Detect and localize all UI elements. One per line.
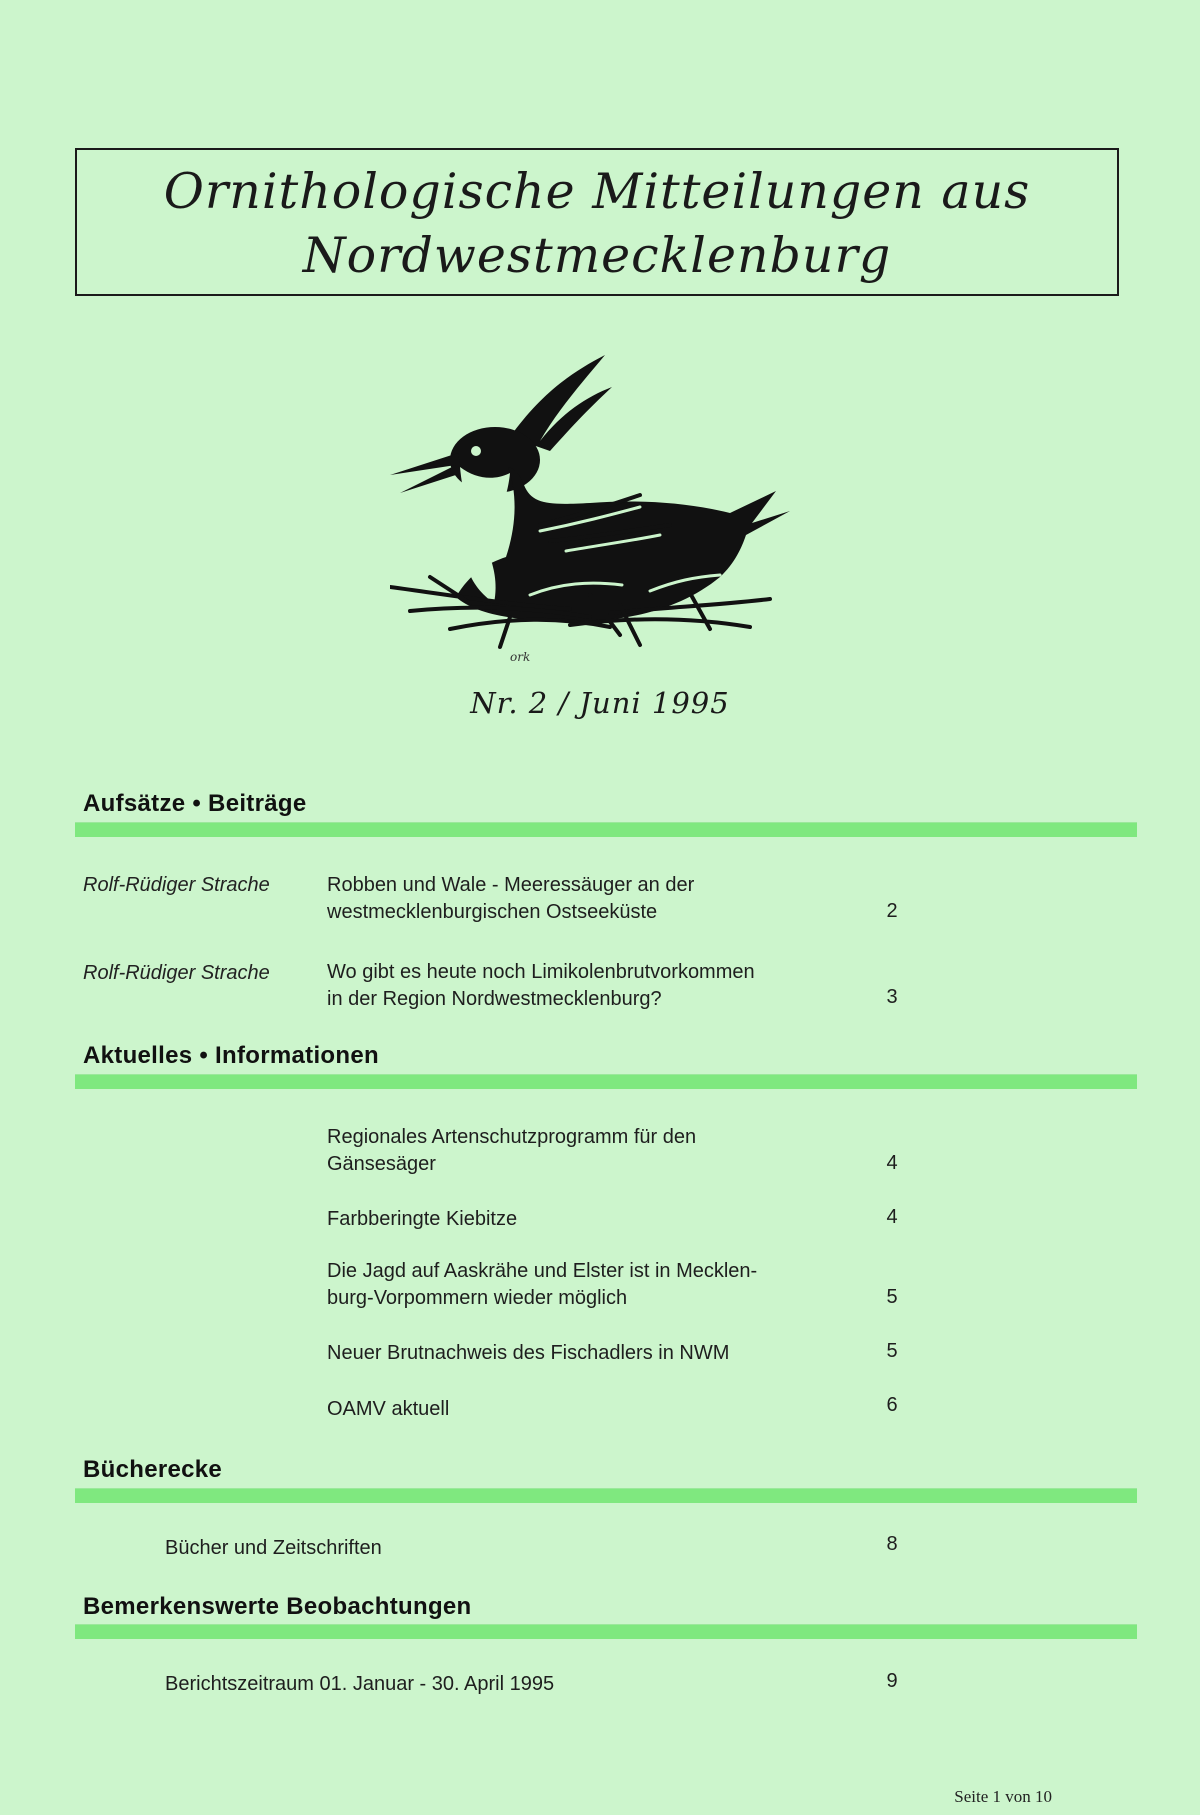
section-heading-beobachtungen: Bemerkenswerte Beobachtungen [83,1593,472,1620]
toc-entry-title: Regionales Artenschutzprogramm für den Gänsesäger [327,1126,697,1175]
toc-page-number: 5 [886,1340,898,1362]
section-heading-aktuelles: Aktuelles • Informationen [83,1042,379,1069]
toc-author: Rolf-Rüdiger Strache [83,962,270,984]
toc-entry-title: Berichtszeitraum 01. Januar - 30. April 1995 [165,1673,555,1695]
toc-entry-title: Robben und Wale - Meeressäuger an der westmecklenburgischen Ostseeküste [327,874,695,923]
toc-page-number: 2 [886,900,898,922]
toc-entry-title: OAMV aktuell [327,1398,450,1420]
section-heading-aufsaetze: Aufsätze • Beiträge [83,790,307,817]
section-rule [75,1624,1137,1639]
toc-page-number: 4 [886,1206,898,1228]
toc-entry-title: Bücher und Zeitschriften [165,1537,382,1559]
toc-page-number: 8 [886,1533,898,1555]
toc-entry-title: Wo gibt es heute noch Limikolenbrutvorkommen in der Region Nordwestmecklenburg? [327,961,755,1010]
svg-text:ork: ork [510,650,531,664]
toc-page-number: 6 [886,1394,898,1416]
section-rule [75,1074,1137,1089]
section-rule [75,822,1137,837]
page-footer: Seite 1 von 10 [954,1787,1052,1806]
section-heading-buecherecke: Bücherecke [83,1456,223,1483]
toc-author: Rolf-Rüdiger Strache [83,874,270,896]
toc-page-number: 9 [886,1670,898,1692]
lapwing-on-nest-icon [390,355,810,665]
title-line-2: Nordwestmecklenburg [302,227,892,284]
title-box [75,148,1119,296]
toc-page-number: 4 [886,1152,898,1174]
toc-entry-title: Die Jagd auf Aaskrähe und Elster ist in Mecklen- burg-Vorpommern wieder möglich [327,1260,758,1309]
toc-entry-title: Farbberingte Kiebitze [327,1208,518,1230]
section-rule [75,1488,1137,1503]
issue-number: Nr. 2 / Juni 1995 [470,686,730,720]
toc-page-number: 5 [886,1286,898,1308]
toc-entry-title: Neuer Brutnachweis des Fischadlers in NWM [327,1342,730,1364]
title-line-1: Ornithologische Mitteilungen aus [163,163,1031,220]
toc-page-number: 3 [886,986,898,1008]
